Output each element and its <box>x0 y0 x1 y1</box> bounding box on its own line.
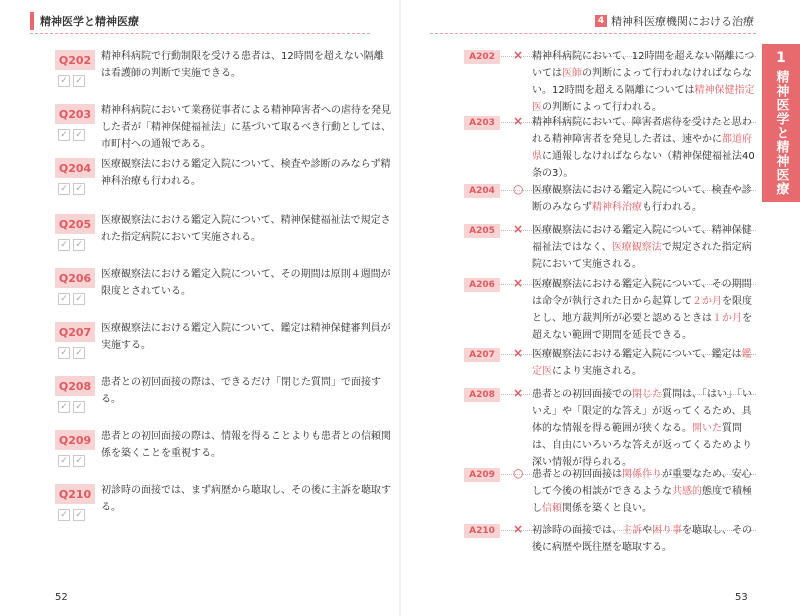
answer-text-segment: を限度とし、地方裁判所が必要と認めるときは <box>532 296 752 324</box>
review-checkbox[interactable]: ✓ <box>58 183 70 195</box>
review-checkbox[interactable]: ✓ <box>58 401 70 413</box>
answer-text <box>532 276 756 344</box>
answer-keyword: 医師 <box>562 68 582 79</box>
answer-text-segment: で規定された指定病院において実施される。 <box>532 242 752 270</box>
answer-keyword: 精神科治療 <box>592 202 642 213</box>
answer-text-segment: 患者との初回面接は <box>532 469 622 480</box>
review-checkboxes <box>58 75 85 87</box>
question-text: 医療観察法における鑑定入院について、精神保健福祉法で規定された指定病院において実施される。 <box>101 215 391 243</box>
answer-keyword: 開いた <box>692 423 722 434</box>
answer-number: A209 <box>464 468 500 482</box>
answer-number: A207 <box>464 348 500 362</box>
review-checkbox[interactable]: ✓ <box>73 75 85 87</box>
answer-text-segment: の判断によって行われる。 <box>542 102 662 113</box>
answer-text-segment: の判断によって行われなければならない。12時間を超える隔離については <box>532 68 752 96</box>
review-checkbox[interactable]: ✓ <box>58 293 70 305</box>
question-number: Q207 <box>55 322 95 342</box>
question-text: 初診時の面接では、まず病歴から聴取し、その後に主訴を聴取する。 <box>101 485 391 513</box>
chapter-number-badge: 4 <box>595 15 607 27</box>
question-number: Q208 <box>55 376 95 396</box>
answer-text <box>532 466 756 517</box>
correct-mark-icon: ○ <box>513 182 524 196</box>
answer-text-segment: 医療観察法における鑑定入院について、その期間は命令が執行された日から起算して <box>532 279 752 307</box>
header-rule-right <box>430 33 756 34</box>
answer-keyword: ２か月 <box>692 296 722 307</box>
incorrect-mark-icon: × <box>513 386 524 400</box>
answer-text-segment: 質問は、自由にいろいろな答えが返ってくるためより深い情報が得られる。 <box>532 423 752 468</box>
answer-text-segment: に通報しなければならない（精神保健福祉法40条の3）。 <box>532 151 755 179</box>
answer-keyword: 精神保健指定医 <box>532 85 755 113</box>
review-checkbox[interactable]: ✓ <box>58 347 70 359</box>
question-text: 医療観察法における鑑定入院について、鑑定は精神保健審判員が実施する。 <box>101 323 391 351</box>
answer-text-segment: 精神科病院において、障害者虐待を受けたと思われる精神障害者を発見した者は、速やかに <box>532 117 752 145</box>
answer-keyword: 関係作り <box>622 469 662 480</box>
review-checkbox[interactable]: ✓ <box>73 347 85 359</box>
question-text: 医療観察法における鑑定入院について、検査や診断のみならず精神科治療も行われる。 <box>101 159 391 187</box>
answer-keyword: 主訴 <box>622 525 642 536</box>
answer-text-segment: を聴取し、その後に病歴や既往歴を聴取する。 <box>532 525 752 553</box>
incorrect-mark-icon: × <box>513 522 524 536</box>
answer-number: A208 <box>464 388 500 402</box>
answer-text-segment: を超えない範囲で期間を延長できる。 <box>532 313 752 341</box>
answer-text-segment: も行われる。 <box>642 202 702 213</box>
header-title-left: 精神医学と精神医療 <box>40 15 139 28</box>
answer-number: A210 <box>464 524 500 538</box>
review-checkbox[interactable]: ✓ <box>73 183 85 195</box>
book-gutter <box>399 0 401 616</box>
answer-text-segment: 医療観察法における鑑定入院について、精神保健福祉法ではなく、 <box>532 225 752 253</box>
correct-mark-icon: ○ <box>513 466 524 480</box>
answer-number: A206 <box>464 278 500 292</box>
question-text: 精神科病院において業務従事者による精神障害者への虐待を発見した者が「精神保健福祉法」に基づいて取るべき行動としては、市町村への通報である。 <box>101 105 391 150</box>
question-text: 医療観察法における鑑定入院について、その期間は原則４週間が限度とされている。 <box>101 269 391 297</box>
page-number-right: 53 <box>735 592 748 603</box>
answer-text-segment: 医療観察法における鑑定入院について、検査や診断のみならず <box>532 185 752 213</box>
answer-text-segment: 態度で積極し <box>532 486 752 514</box>
answer-text-segment: 精神科病院において、12時間を超えない隔離については <box>532 51 755 79</box>
header-title-right: 精神科医療機関における治療 <box>611 15 754 28</box>
answer-keyword: 信頼 <box>542 503 562 514</box>
question-number: Q206 <box>55 268 95 288</box>
review-checkbox[interactable]: ✓ <box>58 129 70 141</box>
review-checkbox[interactable]: ✓ <box>73 455 85 467</box>
header-rule-left <box>30 33 370 34</box>
review-checkbox[interactable]: ✓ <box>58 75 70 87</box>
answer-keyword: 困り事 <box>652 525 682 536</box>
running-header-right <box>595 12 754 30</box>
answer-text-segment: が重要なため、安心して今後の相談ができるような <box>532 469 752 497</box>
review-checkbox[interactable]: ✓ <box>58 239 70 251</box>
answer-text <box>532 48 756 116</box>
review-checkboxes <box>58 293 85 305</box>
incorrect-mark-icon: × <box>513 346 524 360</box>
review-checkboxes <box>58 239 85 251</box>
incorrect-mark-icon: × <box>513 276 524 290</box>
review-checkboxes <box>58 509 85 521</box>
review-checkboxes <box>58 401 85 413</box>
answer-text <box>532 114 756 182</box>
review-checkbox[interactable]: ✓ <box>73 129 85 141</box>
answer-number: A204 <box>464 184 500 198</box>
review-checkbox[interactable]: ✓ <box>73 293 85 305</box>
answer-text-segment: 関係を築くと良い。 <box>562 503 652 514</box>
page-number-left: 52 <box>55 592 68 603</box>
answer-text <box>532 386 756 471</box>
question-text: 精神科病院で行動制限を受ける患者は、12時間を超えない隔離は看護師の判断で実施できる。 <box>101 51 384 79</box>
answer-text-segment: により実施される。 <box>552 366 642 377</box>
question-number: Q204 <box>55 158 95 178</box>
review-checkboxes <box>58 455 85 467</box>
answer-text <box>532 346 756 380</box>
answer-text-segment: 初診時の面接では、 <box>532 525 622 536</box>
side-tab-title: 精神医学と精神医療 <box>773 70 789 196</box>
answer-text-segment: や <box>642 525 652 536</box>
review-checkbox[interactable]: ✓ <box>58 509 70 521</box>
answer-keyword: 共感的 <box>672 486 702 497</box>
review-checkbox[interactable]: ✓ <box>73 239 85 251</box>
answer-text <box>532 182 756 216</box>
review-checkbox[interactable]: ✓ <box>73 401 85 413</box>
question-text: 患者との初回面接の際は、できるだけ「閉じた質問」で面接する。 <box>101 377 381 405</box>
header-accent-bar <box>30 12 34 30</box>
answer-text-segment: 医療観察法における鑑定入院について、鑑定は <box>532 349 742 360</box>
review-checkbox[interactable]: ✓ <box>58 455 70 467</box>
review-checkboxes <box>58 347 85 359</box>
question-number: Q209 <box>55 430 95 450</box>
answer-text <box>532 522 756 556</box>
incorrect-mark-icon: × <box>513 48 524 62</box>
answer-keyword: 鑑定医 <box>532 349 752 377</box>
question-number: Q205 <box>55 214 95 234</box>
review-checkbox[interactable]: ✓ <box>73 509 85 521</box>
chapter-side-tab <box>762 44 800 202</box>
review-checkboxes <box>58 129 85 141</box>
answer-keyword: 都道府県 <box>532 134 752 162</box>
answer-keyword: １か月 <box>712 313 742 324</box>
answer-text <box>532 222 756 273</box>
incorrect-mark-icon: × <box>513 114 524 128</box>
answer-keyword: 閉じた <box>632 389 662 400</box>
answer-keyword: 医療観察法 <box>611 242 662 253</box>
running-header-left <box>30 12 139 30</box>
review-checkboxes <box>58 183 85 195</box>
side-tab-number: 1 <box>776 50 786 66</box>
answer-number: A202 <box>464 50 500 64</box>
answer-text-segment: 質問は、「はい」「いいえ」や「限定的な答え」が返ってくるため、具体的な情報を得る範囲が狭くなる。 <box>532 389 752 434</box>
answer-number: A203 <box>464 116 500 130</box>
question-text: 患者との初回面接の際は、情報を得ることよりも患者との信頼関係を築くことを重視する。 <box>101 431 391 459</box>
question-number: Q210 <box>55 484 95 504</box>
incorrect-mark-icon: × <box>513 222 524 236</box>
answer-number: A205 <box>464 224 500 238</box>
answer-text-segment: 患者との初回面接での <box>532 389 632 400</box>
question-number: Q203 <box>55 104 95 124</box>
question-number: Q202 <box>55 50 95 70</box>
